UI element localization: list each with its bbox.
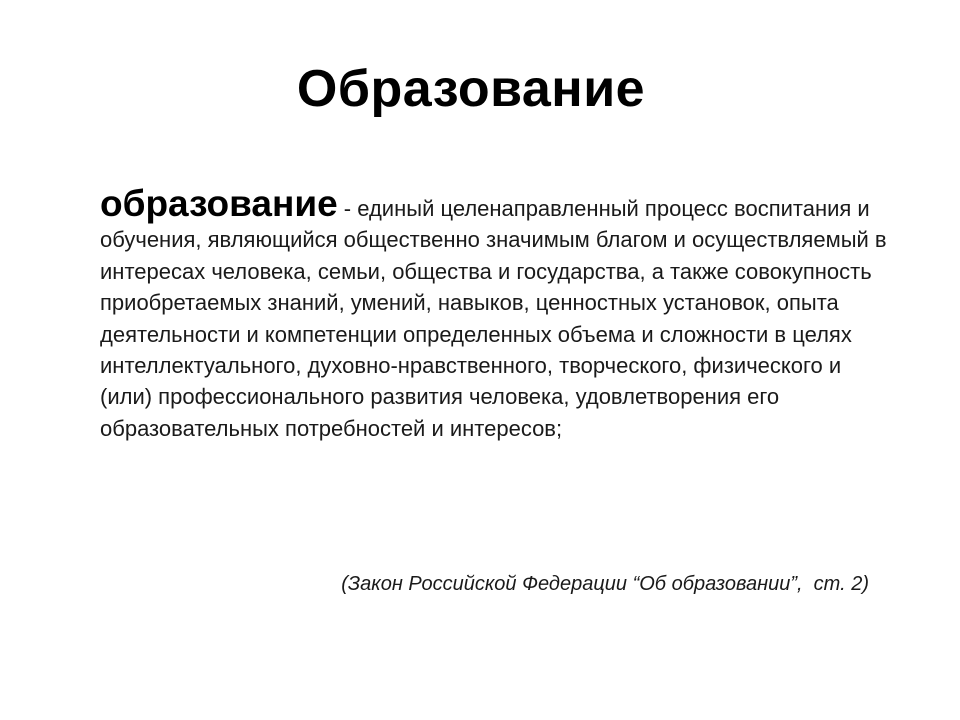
source-citation: (Закон Российской Федерации “Об образовании”, ст. 2) bbox=[341, 573, 869, 595]
definition-paragraph bbox=[100, 183, 890, 444]
definition-text: - единый целенаправленный процесс воспитания и обучения, являющийся общественно значимым благом и осуществляемый в интересах человека, семьи, общества и государства, а также совокупность приобретаемых знаний, умений, навыков, ценностных установок, опыта деятельности и компетенции определенных объема и сложности в целях интеллектуального, духовно-нравственного, творческого, физического и (или) профессионального развития человека, удовлетворения его образовательных потребностей и интересов; bbox=[100, 196, 887, 441]
definition-term: образование bbox=[100, 183, 338, 224]
slide-title: Образование bbox=[296, 60, 646, 118]
